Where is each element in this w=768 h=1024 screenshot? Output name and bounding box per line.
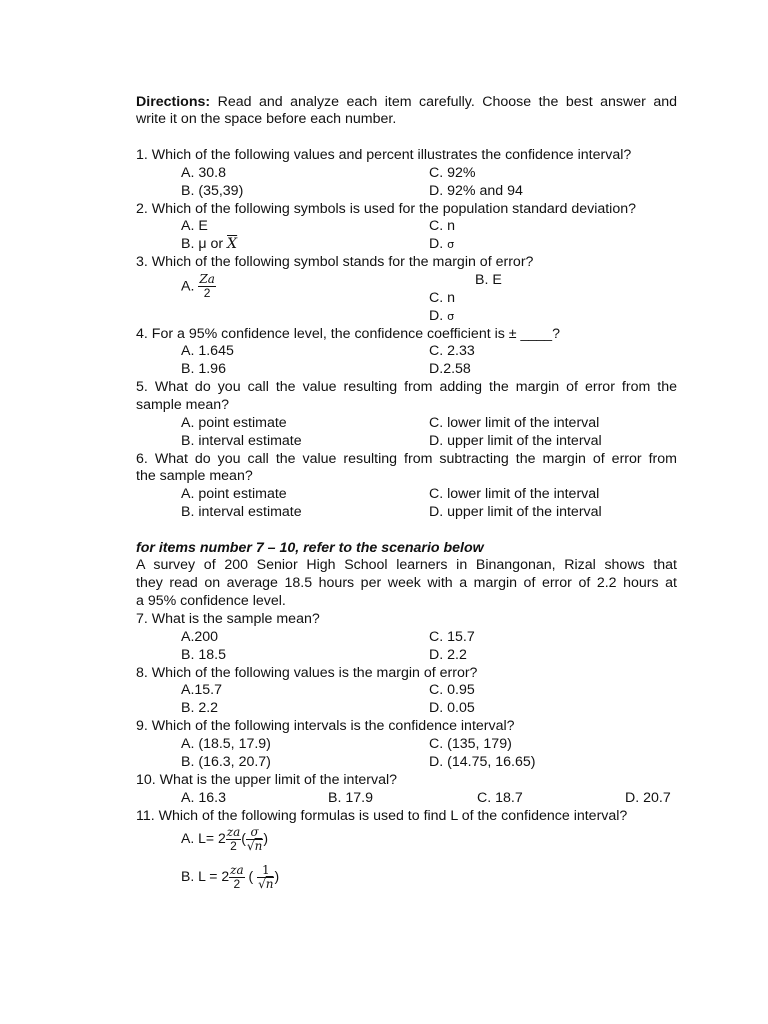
question-9: 9. Which of the following intervals is the confidence interval?	[136, 718, 515, 734]
q2-option-b-text: B. μ or	[181, 236, 228, 252]
question-6-cont: the sample mean?	[136, 468, 253, 484]
q1-option-b: B. (35,39)	[181, 183, 244, 199]
q4-option-c: C. 2.33	[429, 343, 475, 359]
question-5-cont: sample mean?	[136, 397, 230, 413]
q10-option-a: A. 16.3	[181, 790, 226, 806]
sigma-symbol: σ	[447, 238, 455, 251]
za-over-2-fraction	[229, 864, 244, 891]
root-n: √n	[246, 839, 263, 853]
q11-option-b-label: B. L = 2	[181, 868, 230, 885]
q9-option-b: B. (16.3, 20.7)	[181, 754, 271, 770]
q8-option-d: D. 0.05	[429, 700, 475, 716]
q3-option-d-text: D.	[429, 308, 448, 324]
q9-option-d: D. (14.75, 16.65)	[429, 754, 536, 770]
question-4: 4. For a 95% confidence level, the confidence coefficient is ± ____?	[136, 326, 560, 342]
scenario-line-3: a 95% confidence level.	[136, 593, 286, 609]
za-over-2-fraction	[226, 826, 241, 853]
q10-option-d: D. 20.7	[625, 790, 671, 806]
question-6: 6. What do you call the value resulting from subtracting the margin of error from	[136, 451, 677, 467]
scenario-heading: for items number 7 – 10, refer to the scenario below	[136, 540, 484, 556]
q10-option-c: C. 18.7	[477, 790, 523, 806]
q5-option-d: D. upper limit of the interval	[429, 433, 602, 449]
fraction-numerator: za	[230, 863, 244, 877]
q3-option-c: C. n	[429, 290, 456, 306]
q5-option-b: B. interval estimate	[181, 433, 302, 449]
question-2: 2. Which of the following symbols is used for the population standard deviation?	[136, 201, 637, 217]
q5-option-a: A. point estimate	[181, 415, 287, 431]
fraction-numerator: Za	[199, 272, 215, 286]
directions-label: Directions:	[136, 94, 211, 110]
q9-option-a: A. (18.5, 17.9)	[181, 736, 271, 752]
q4-option-b: B. 1.96	[181, 361, 226, 377]
fraction-numerator: za	[226, 825, 241, 839]
q3-option-b: B. E	[475, 272, 502, 288]
question-3: 3. Which of the following symbol stands for the margin of error?	[136, 254, 534, 270]
q8-option-c: C. 0.95	[429, 682, 475, 698]
fraction-denominator: 2	[230, 839, 237, 853]
scenario-line-2: they read on average 18.5 hours per week with a margin of error of 2.2 hours at	[136, 575, 677, 591]
q4-option-a: A. 1.645	[181, 343, 234, 359]
q1-option-a: A. 30.8	[181, 165, 226, 181]
directions-line-1	[136, 94, 677, 111]
q2-option-a: A. E	[181, 218, 208, 234]
q11-option-a-label: A. L= 2	[181, 830, 226, 847]
radicand: n	[265, 877, 274, 891]
q6-option-c: C. lower limit of the interval	[429, 486, 600, 502]
sigma-over-root-n-fraction	[246, 826, 263, 853]
fraction-numerator: σ	[246, 826, 263, 840]
q3-option-a	[181, 273, 216, 300]
question-10: 10. What is the upper limit of the interval?	[136, 772, 398, 788]
one-over-root-n-fraction	[257, 864, 274, 891]
fraction-numerator: 1	[257, 864, 274, 878]
q4-option-d: D.2.58	[429, 361, 471, 377]
q6-option-d: D. upper limit of the interval	[429, 504, 602, 520]
q7-option-c: C. 15.7	[429, 629, 475, 645]
q11-option-b: B. L = 2 $\frac{za}{2}$ ( $\frac{1}{√n}$ )	[181, 863, 280, 891]
sigma-symbol: σ	[447, 310, 455, 323]
question-1: 1. Which of the following values and percent illustrates the confidence interval?	[136, 147, 632, 163]
question-7: 7. What is the sample mean?	[136, 611, 320, 627]
q2-option-d	[429, 236, 454, 253]
q8-option-b: B. 2.2	[181, 700, 219, 716]
q9-option-c: C. (135, 179)	[429, 736, 512, 752]
x-bar-symbol: $\overline{X}$	[227, 236, 238, 252]
question-5: 5. What do you call the value resulting from adding the margin of error from the	[136, 379, 677, 395]
q5-option-c: C. lower limit of the interval	[429, 415, 600, 431]
q3-option-d	[429, 308, 454, 325]
scenario-line-1: A survey of 200 Senior High School learners in Binangonan, Rizal shows that	[136, 557, 677, 573]
q10-option-b: B. 17.9	[328, 790, 373, 806]
q2-option-c: C. n	[429, 218, 456, 234]
question-11: 11. Which of the following formulas is used to find L of the confidence interval?	[136, 808, 628, 824]
directions-text-1: Read and analyze each item carefully. Choose the best answer and	[210, 94, 677, 110]
q1-option-c: C. 92%	[429, 165, 476, 181]
q6-option-b: B. interval estimate	[181, 504, 302, 520]
q11-option-a: A. L= 2 $\frac{za}{2}$ ( $\frac{\sigma}{√n}$ )	[181, 825, 268, 853]
q7-option-b: B. 18.5	[181, 647, 226, 663]
root-n: √n	[258, 877, 274, 891]
q2-option-d-text: D.	[429, 236, 448, 252]
directions-line-2: write it on the space before each number.	[136, 111, 397, 127]
radicand: n	[254, 839, 263, 853]
q3-option-a-label: A.	[181, 278, 195, 295]
fraction-denominator: 2	[203, 286, 211, 300]
q7-option-a: A.200	[181, 629, 219, 645]
question-8: 8. Which of the following values is the margin of error?	[136, 665, 478, 681]
q6-option-a: A. point estimate	[181, 486, 287, 502]
q7-option-d: D. 2.2	[429, 647, 467, 663]
za-over-2-fraction	[198, 273, 216, 300]
q1-option-d: D. 92% and 94	[429, 183, 523, 199]
q2-option-b	[181, 236, 237, 253]
fraction-denominator: 2	[233, 877, 241, 891]
q8-option-a: A.15.7	[181, 682, 223, 698]
